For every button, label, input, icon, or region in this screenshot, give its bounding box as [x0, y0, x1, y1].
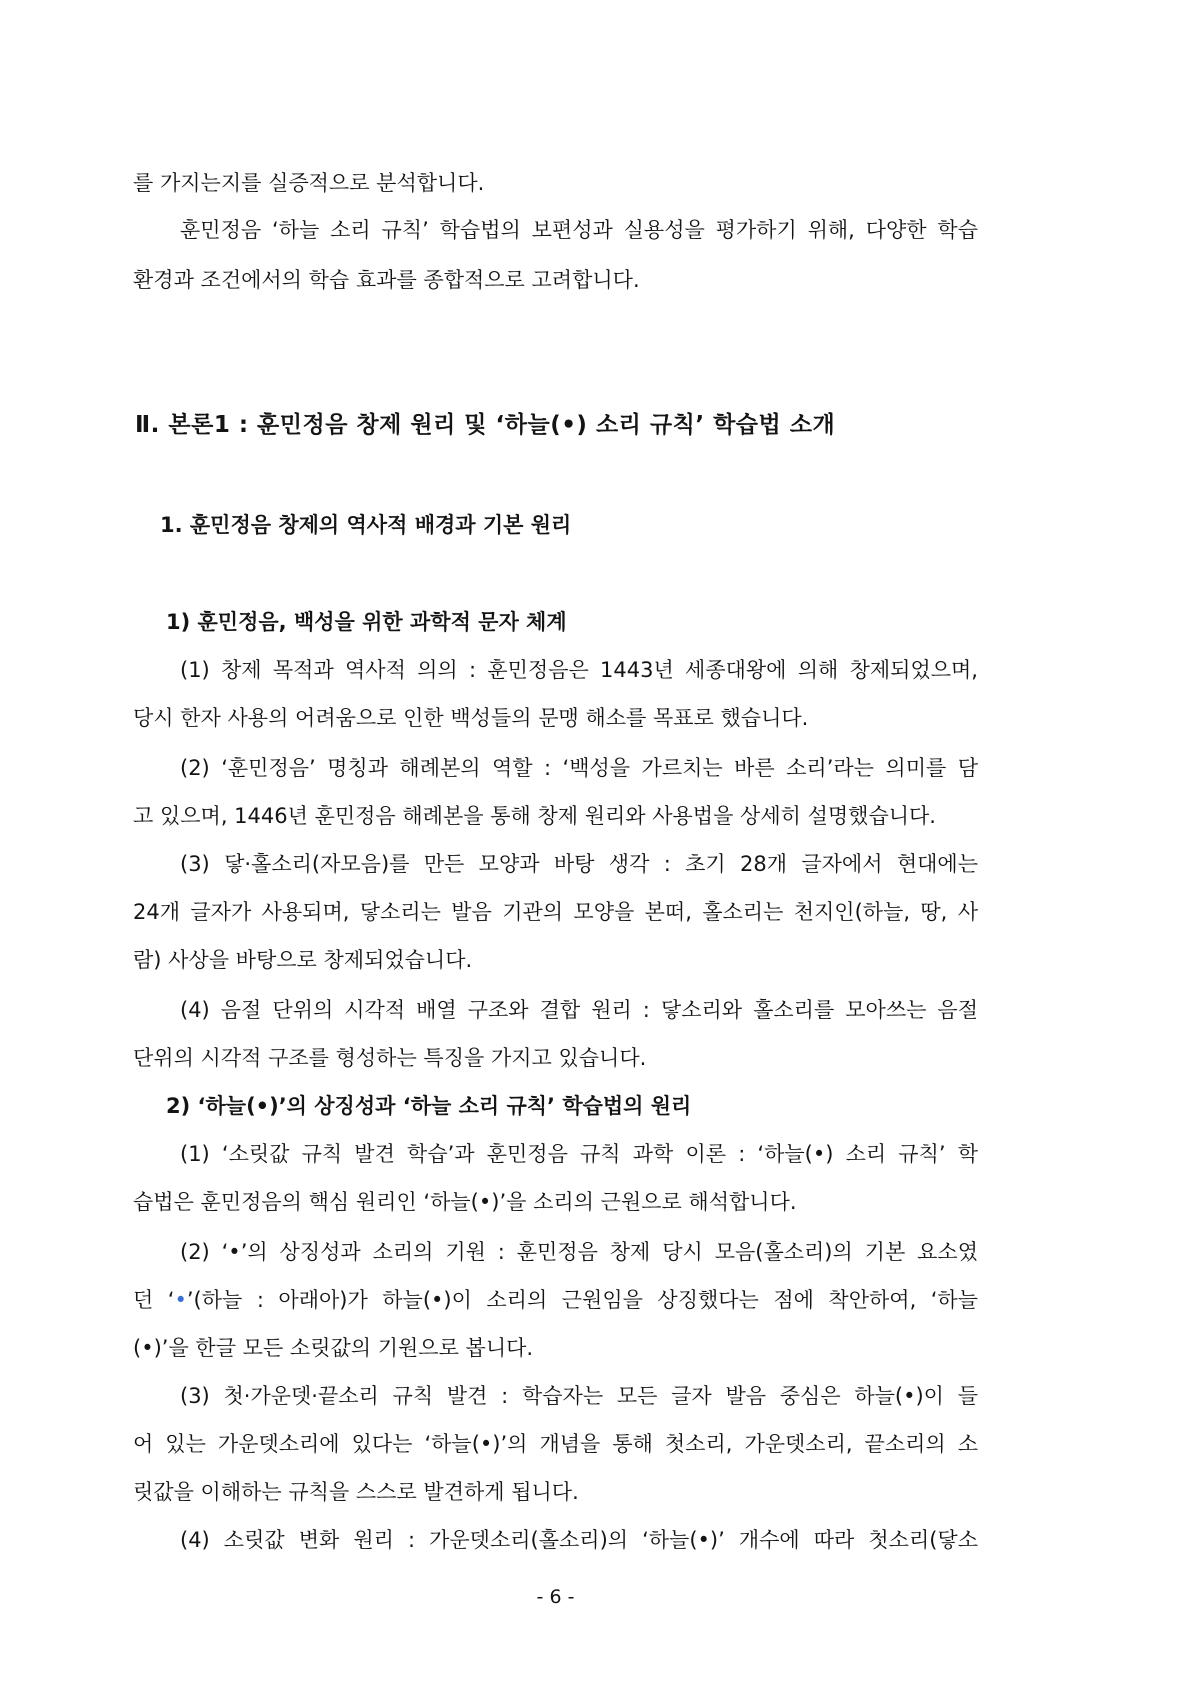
body-line: 릿값을 이해하는 규칙을 스스로 발견하게 됩니다.	[133, 1480, 579, 1504]
page-number: - 6 -	[536, 1586, 575, 1608]
body-line: (1) 창제 목적과 역사적 의의 : 훈민정음은 1443년 세종대왕에 의해 창제되었으며,	[180, 658, 978, 682]
body-line	[133, 1276, 978, 1324]
body-line: 어 있는 가운뎃소리에 있다는 ‘하늘(•)’의 개념을 통해 첫소리, 가운뎃소리, 끝소리의 소	[133, 1432, 978, 1456]
body-line: 당시 한자 사용의 어려움으로 인한 백성들의 문맹 해소를 목표로 했습니다.	[133, 706, 809, 730]
body-line: (2) ‘훈민정음’ 명칭과 해례본의 역할 : ‘백성을 가르치는 바른 소리’라는 의미를 담	[180, 756, 978, 780]
body-line: 단위의 시각적 구조를 형성하는 특징을 가지고 있습니다.	[133, 1046, 647, 1070]
line-segment: 던 ‘	[133, 1288, 175, 1312]
body-line: (2) ‘•’의 상징성과 소리의 기원 : 훈민정음 창제 당시 모음(홀소리)의 기본 요소였	[180, 1240, 978, 1264]
body-line: 를 가지는지를 실증적으로 분석합니다.	[133, 171, 485, 195]
subsection-heading: 1. 훈민정음 창제의 역사적 배경과 기본 원리	[160, 513, 572, 537]
body-line: (•)’을 한글 모든 소릿값의 기원으로 봅니다.	[133, 1336, 534, 1360]
body-line: (3) 첫·가운뎃·끝소리 규칙 발견 : 학습자는 모든 글자 발음 중심은 하늘(•)이 들	[180, 1384, 978, 1408]
arae-a-dot-mark: •	[174, 1288, 187, 1312]
body-line: (4) 음절 단위의 시각적 배열 구조와 결합 원리 : 닿소리와 홀소리를 모아쓰는 음절	[180, 998, 978, 1022]
body-line: (4) 소릿값 변화 원리 : 가운뎃소리(홀소리)의 ‘하늘(•)’ 개수에 따라 첫소리(닿소	[180, 1528, 978, 1552]
body-line: (1) ‘소릿값 규칙 발견 학습’과 훈민정음 규칙 과학 이론 : ‘하늘(•) 소리 규칙’ 학	[180, 1142, 978, 1166]
body-line: (3) 닿·홀소리(자모음)를 만든 모양과 바탕 생각 : 초기 28개 글자에서 현대에는	[180, 852, 978, 876]
body-line: 람) 사상을 바탕으로 창제되었습니다.	[133, 948, 473, 972]
body-line: 습법은 훈민정음의 핵심 원리인 ‘하늘(•)’을 소리의 근원으로 해석합니다.	[133, 1190, 797, 1214]
body-line: 24개 글자가 사용되며, 닿소리는 발음 기관의 모양을 본떠, 홀소리는 천지인(하늘, 땅, 사	[133, 900, 978, 924]
line-segment: ’(하늘 : 아래아)가 하늘(•)이 소리의 근원임을 상징했다는 점에 착안하여, ‘하늘	[186, 1288, 978, 1312]
body-line: 고 있으며, 1446년 훈민정음 해례본을 통해 창제 원리와 사용법을 상세히 설명했습니다.	[133, 804, 936, 828]
topic-heading: 1) 훈민정음, 백성을 위한 과학적 문자 체계	[166, 610, 567, 634]
body-line: 훈민정음 ‘하늘 소리 규칙’ 학습법의 보편성과 실용성을 평가하기 위해, 다양한 학습	[180, 218, 978, 242]
topic-heading: 2) ‘하늘(•)’의 상징성과 ‘하늘 소리 규칙’ 학습법의 원리	[166, 1094, 692, 1118]
body-line: 환경과 조건에서의 학습 효과를 종합적으로 고려합니다.	[133, 268, 640, 292]
section-heading: Ⅱ. 본론1 : 훈민정음 창제 원리 및 ‘하늘(•) 소리 규칙’ 학습법 소개	[135, 412, 836, 438]
